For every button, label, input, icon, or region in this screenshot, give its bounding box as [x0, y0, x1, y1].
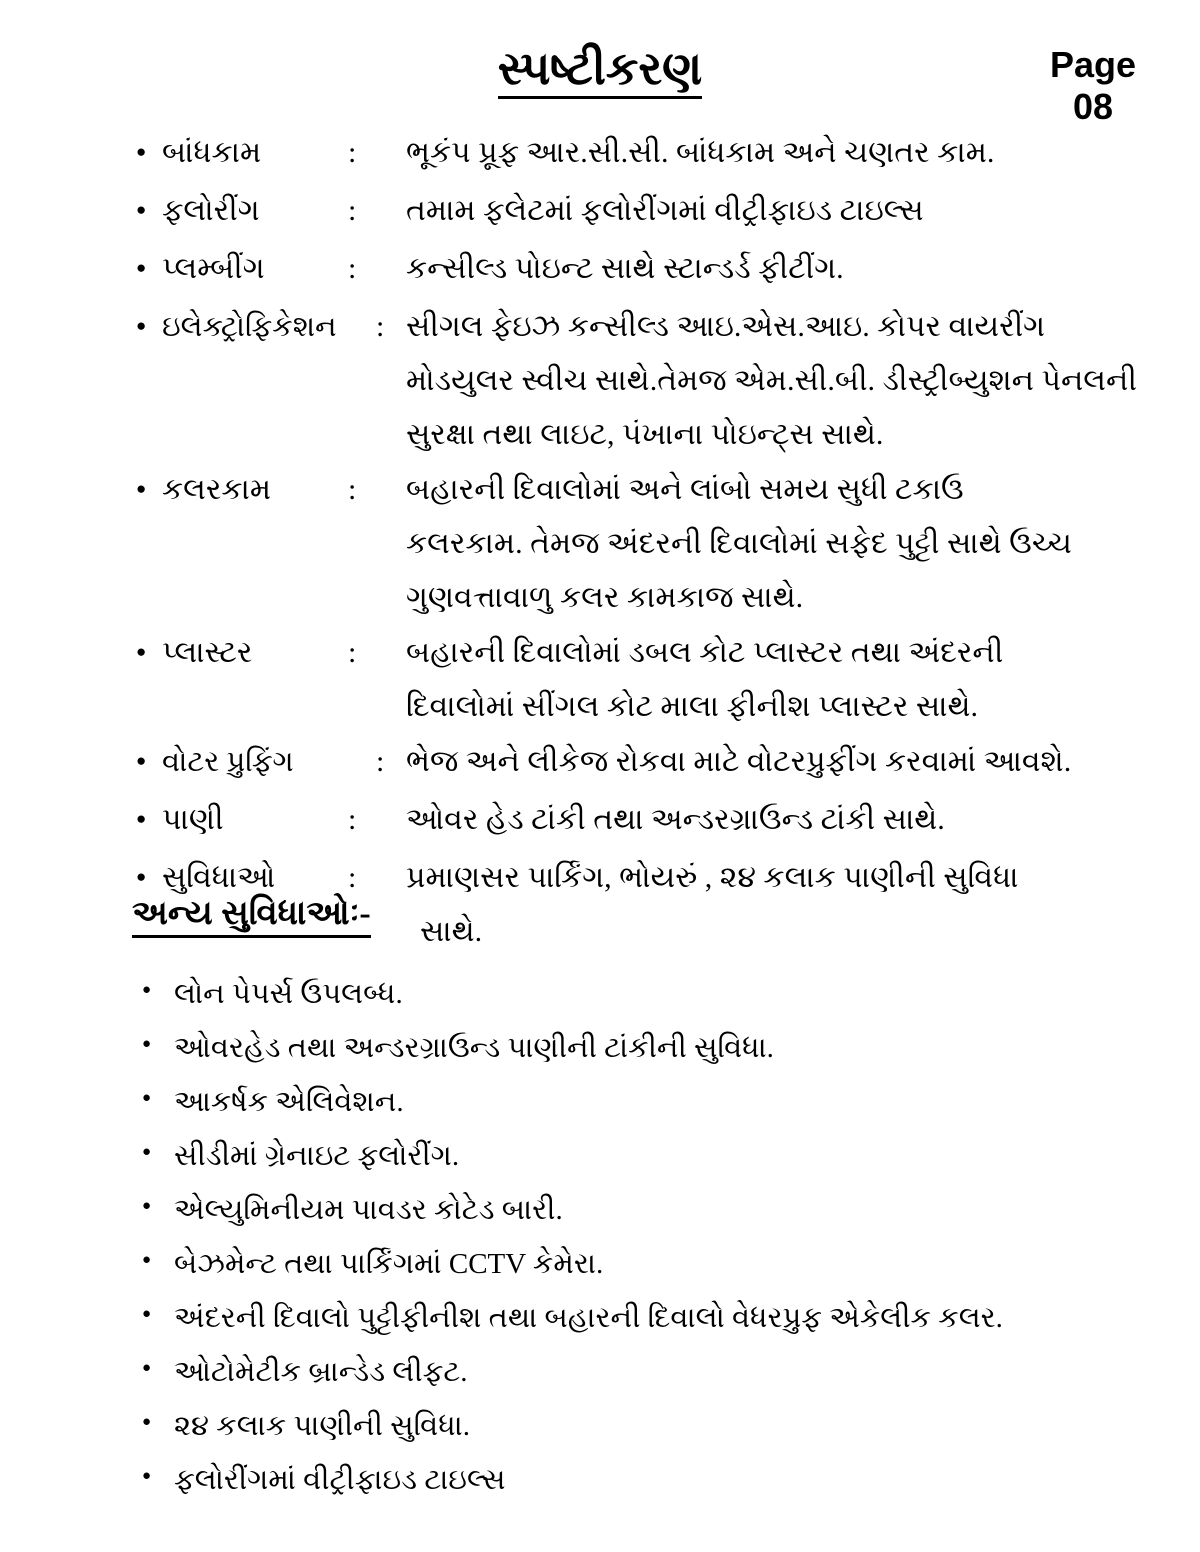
bullet-dot-icon	[142, 1292, 174, 1346]
list-item	[0, 1184, 1200, 1238]
bullet-dot-icon	[142, 1238, 174, 1292]
spec-row	[0, 300, 1200, 462]
spec-value-line: સુરક્ષા તથા લાઇટ, પંખાના પોઇન્ટ્સ સાથે.	[406, 418, 884, 451]
spec-colon: :	[348, 636, 357, 669]
list-item-label: અંદરની દિવાલો પુટ્ટીફીનીશ તથા બહારની દિવાલો વેધરપ્રુફ એકેલીક કલર.	[174, 1302, 1003, 1334]
spec-value	[394, 626, 1200, 734]
other-facilities-list	[0, 968, 1200, 1508]
other-facilities-heading	[132, 895, 371, 932]
list-item-label: ૨૪ કલાક પાણીની સુવિધા.	[174, 1410, 471, 1442]
specification-list	[0, 126, 1200, 960]
spec-colon: :	[348, 136, 357, 169]
page-number	[1028, 44, 1158, 129]
list-item	[0, 968, 1200, 1022]
list-item-label: બેઝમેન્ટ તથા પાર્કિંગમાં CCTV કેમેરા.	[174, 1248, 604, 1280]
spec-label: પાણી	[162, 803, 224, 836]
spec-label: વોટર પ્રુફિંગ	[162, 746, 294, 778]
spec-value-line: પ્રમાણસર પાર્કિંગ, ભોયરું , ૨૪ કલાક પાણીની સુવિધા	[406, 861, 1019, 894]
page-title	[0, 44, 1200, 95]
spec-value	[394, 463, 1200, 625]
spec-colon: :	[348, 803, 357, 836]
spec-value	[394, 851, 1200, 959]
spec-value-line: બહારની દિવાલોમાં ડબલ કોટ પ્લાસ્ટર તથા અંદરની	[406, 636, 1004, 669]
list-item	[0, 1400, 1200, 1454]
list-item	[0, 1292, 1200, 1346]
spec-label: પ્લમ્બીંગ	[162, 252, 265, 285]
bullet-dot-icon	[136, 793, 162, 850]
spec-row	[0, 793, 1200, 850]
spec-value-line: ભૂકંપ પ્રૂફ આર.સી.સી. બાંધકામ અને ચણતર કામ.	[406, 136, 995, 169]
spec-value	[394, 300, 1200, 462]
list-item	[0, 1076, 1200, 1130]
spec-colon: :	[348, 194, 357, 227]
spec-label: પ્લાસ્ટર	[162, 636, 253, 669]
spec-value-line: કન્સીલ્ડ પોઇન્ટ સાથે સ્ટાન્ડર્ડ ફીટીંગ.	[406, 252, 844, 285]
list-item-label: આકર્ષક એલિવેશન.	[174, 1086, 404, 1118]
bullet-dot-icon	[142, 1184, 174, 1238]
list-item-label: લોન પેપર્સ ઉપલબ્ધ.	[174, 978, 403, 1010]
spec-label: સુવિધાઓ	[162, 861, 276, 894]
bullet-dot-icon	[136, 735, 162, 792]
spec-value-line: દિવાલોમાં સીંગલ કોટ માલા ફીનીશ પ્લાસ્ટર સાથે.	[406, 690, 979, 723]
spec-colon: :	[376, 745, 385, 778]
page-header	[0, 0, 1200, 128]
page-number-label: Page	[1049, 44, 1137, 85]
list-item	[0, 1454, 1200, 1508]
list-item-label: એલ્યુમિનીયમ પાવડર કોટેડ બારી.	[174, 1194, 563, 1226]
spec-label: કલરકામ	[162, 473, 272, 506]
spec-value-line: ઓવર હેડ ટાંકી તથા અન્ડરગ્રાઉન્ડ ટાંકી સાથે.	[406, 803, 945, 836]
list-item	[0, 1022, 1200, 1076]
spec-colon: :	[376, 310, 385, 343]
list-item	[0, 1130, 1200, 1184]
spec-row	[0, 626, 1200, 734]
bullet-dot-icon	[142, 1454, 174, 1508]
list-item-label: ઓવરહેડ તથા અન્ડરગ્રાઉન્ડ પાણીની ટાંકીની સુવિધા.	[174, 1032, 774, 1064]
spec-label: બાંધકામ	[162, 136, 262, 169]
spec-value-line: સાથે.	[420, 915, 483, 948]
spec-row	[0, 242, 1200, 299]
spec-row	[0, 463, 1200, 625]
spec-value	[394, 793, 1200, 847]
bullet-dot-icon	[142, 1400, 174, 1454]
other-facilities-heading-text: અન્ય સુવિધાઓઃ-	[132, 895, 371, 938]
bullet-dot-icon	[142, 1022, 174, 1076]
spec-value	[394, 735, 1200, 789]
bullet-dot-icon	[142, 1130, 174, 1184]
bullet-dot-icon	[136, 626, 162, 683]
list-item-label: ફલોરીંગમાં વીટ્રીફાઇડ ટાઇલ્સ	[174, 1464, 506, 1496]
spec-value-line: બહારની દિવાલોમાં અને લાંબો સમય સુધી ટકાઉ	[406, 473, 964, 506]
spec-value-line: સીગલ ફેઇઝ કન્સીલ્ડ આઇ.એસ.આઇ. કોપર વાયરીંગ	[406, 310, 1046, 343]
spec-value-line: મોડયુલર સ્વીચ સાથે.તેમજ એમ.સી.બી. ડીસ્ટ્રીબ્યુશન પેનલની	[406, 364, 1137, 397]
spec-value-line: કલરકામ. તેમજ અંદરની દિવાલોમાં સફેદ પુટ્ટી સાથે ઉચ્ચ	[406, 527, 1072, 560]
bullet-dot-icon	[142, 1076, 174, 1130]
bullet-dot-icon	[136, 300, 162, 357]
spec-value	[394, 184, 1200, 238]
bullet-dot-icon	[142, 1346, 174, 1400]
list-item-label: ઓટોમેટીક બ્રાન્ડેડ લીફટ.	[174, 1356, 468, 1388]
page-title-text: સ્પષ્ટીકરણ	[498, 43, 703, 99]
bullet-dot-icon	[136, 184, 162, 241]
spec-value-line: ગુણવત્તાવાળુ કલર કામકાજ સાથે.	[406, 581, 804, 614]
bullet-dot-icon	[136, 463, 162, 520]
page-number-value: 08	[1072, 86, 1114, 128]
spec-row	[0, 126, 1200, 183]
spec-row	[0, 184, 1200, 241]
list-item	[0, 1238, 1200, 1292]
spec-value-line: ભેજ અને લીકેજ રોકવા માટે વોટરપ્રુફીંગ કરવામાં આવશે.	[406, 745, 1072, 778]
bullet-dot-icon	[136, 126, 162, 183]
spec-colon: :	[348, 861, 357, 894]
spec-value	[394, 242, 1200, 296]
spec-value-line: તમામ ફલેટમાં ફલોરીંગમાં વીટ્રીફાઇડ ટાઇલ્સ	[406, 194, 924, 227]
bullet-dot-icon	[142, 968, 174, 1022]
bullet-dot-icon	[136, 242, 162, 299]
spec-label: ઇલેક્ટ્રોફિકેશન	[162, 311, 337, 343]
spec-label: ફલોરીંગ	[162, 194, 260, 227]
spec-colon: :	[348, 252, 357, 285]
spec-colon: :	[348, 473, 357, 506]
spec-value	[394, 126, 1200, 180]
list-item	[0, 1346, 1200, 1400]
spec-row	[0, 735, 1200, 792]
list-item-label: સીડીમાં ગ્રેનાઇટ ફલોરીંગ.	[174, 1140, 460, 1172]
